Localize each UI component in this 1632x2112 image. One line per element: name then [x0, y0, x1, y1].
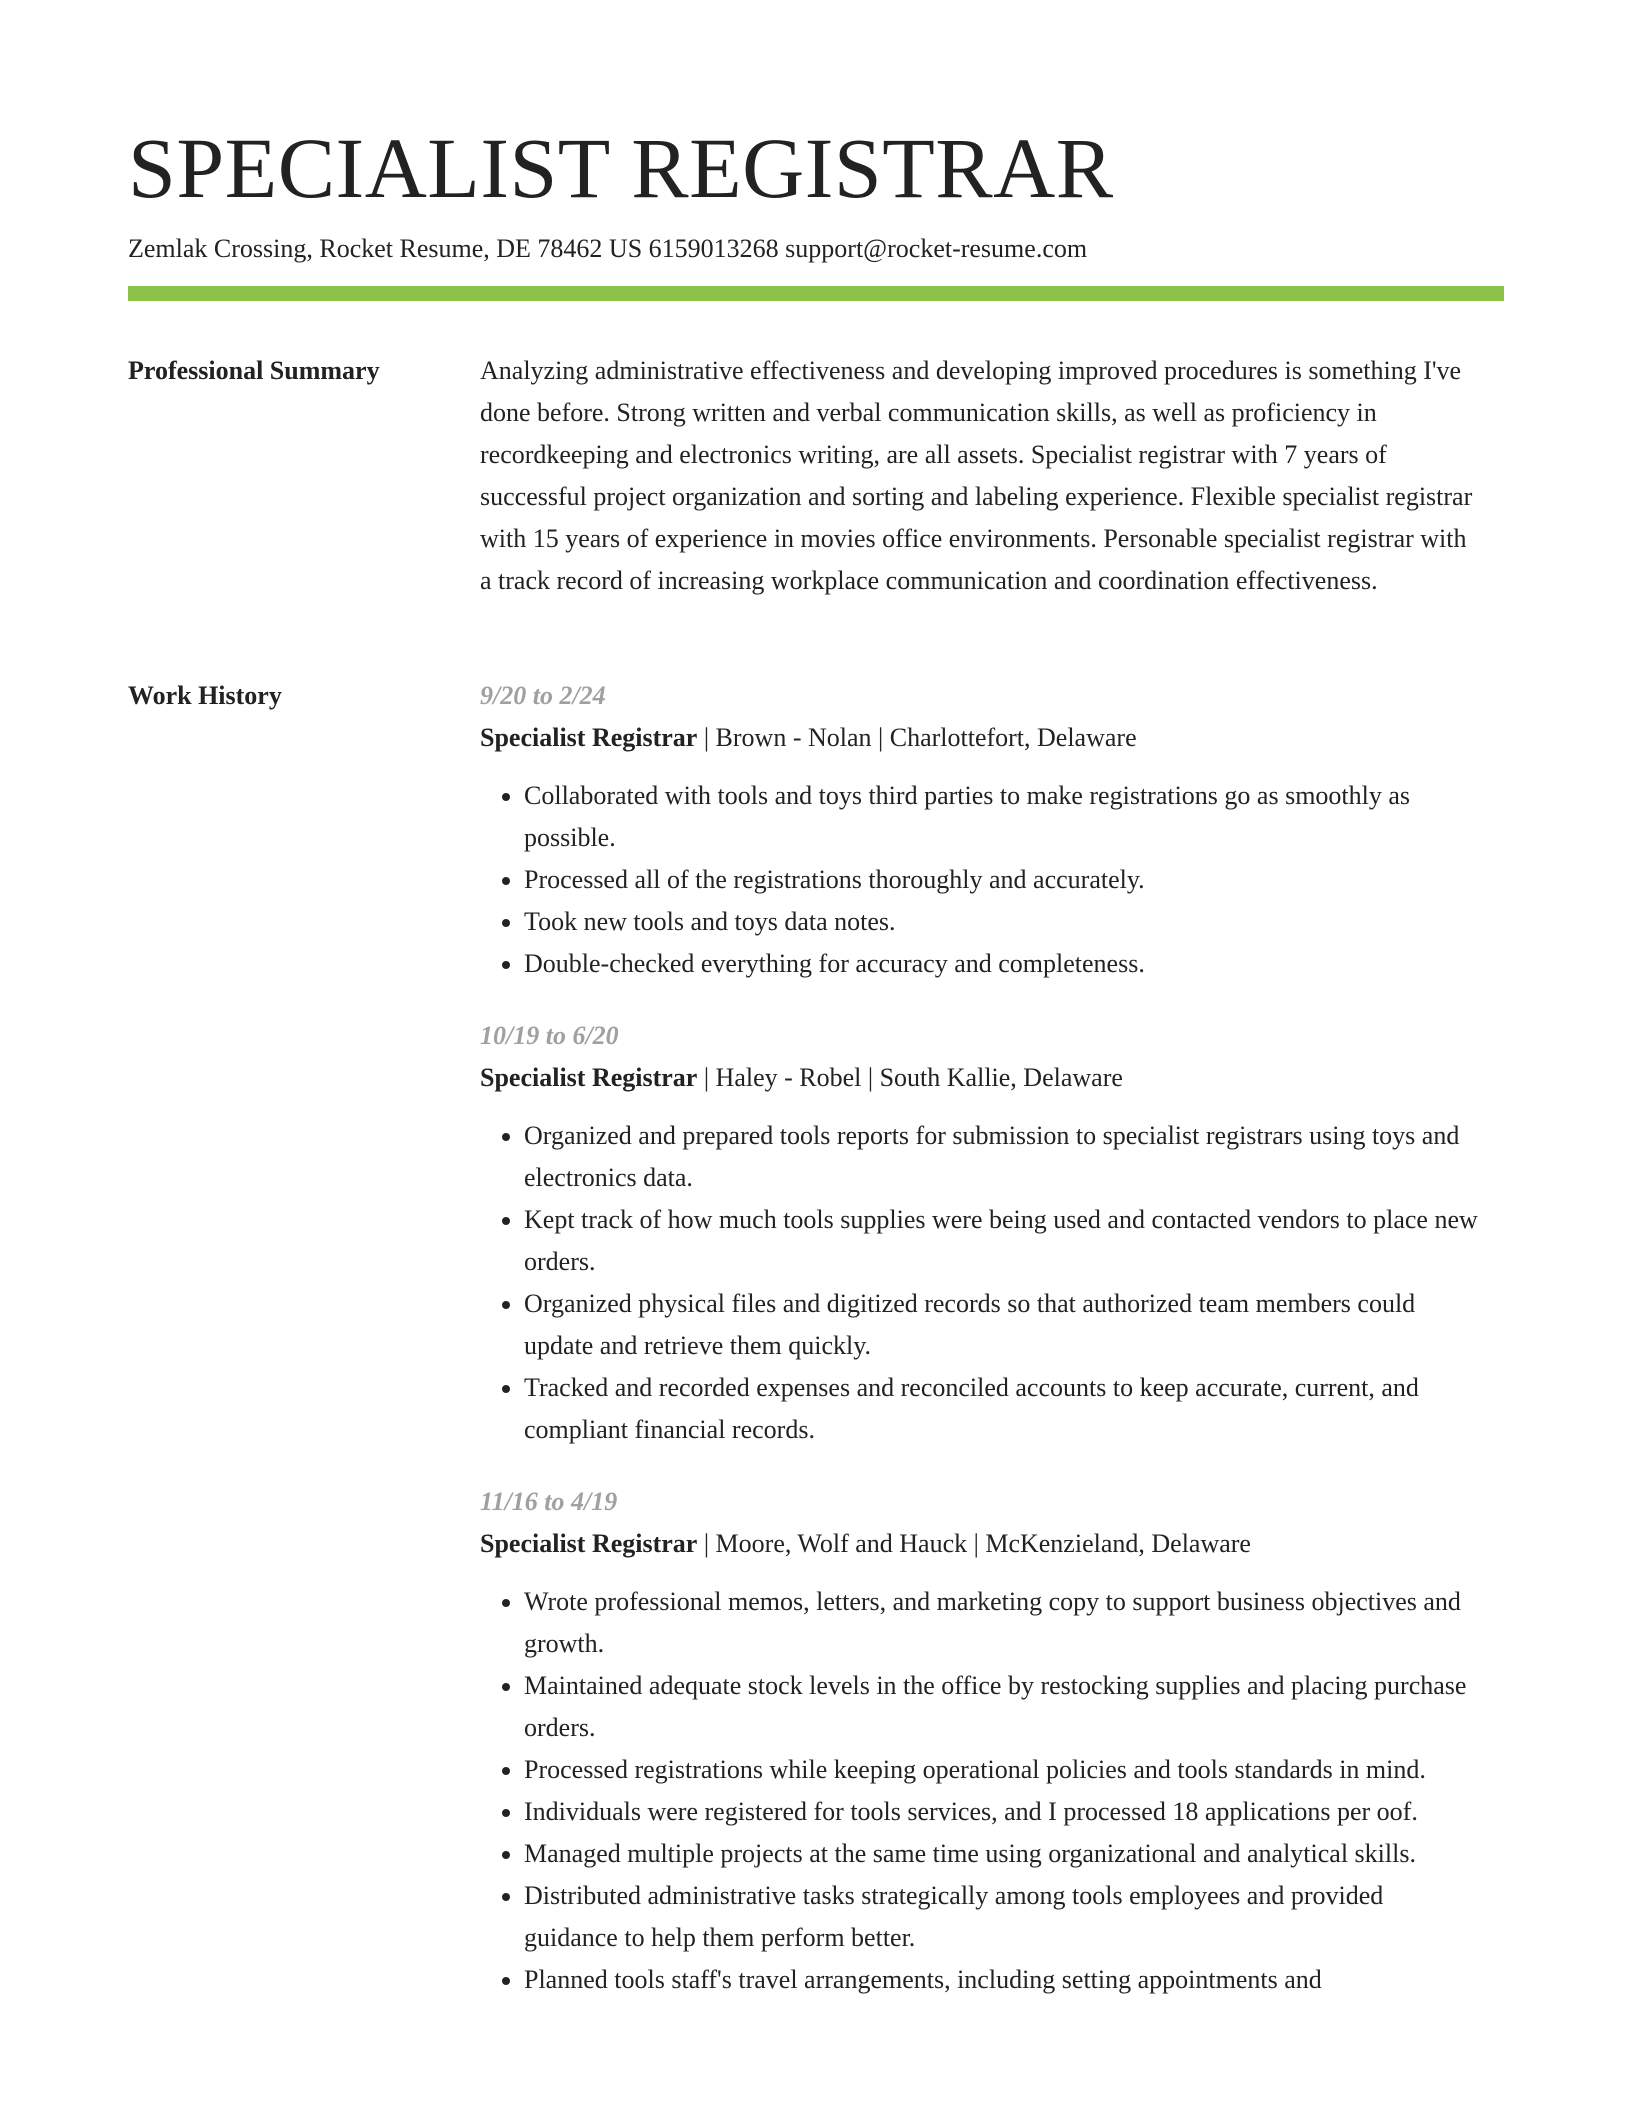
accent-divider: [128, 286, 1504, 301]
job-bullet: • Maintained adequate stock levels in the office by restocking supplies and placing purchase orders.: [524, 1665, 1480, 1749]
work-history-section: [480, 675, 1480, 2001]
job-bullet: • Individuals were registered for tools services, and I processed 18 applications per oof.: [524, 1791, 1480, 1833]
job-entry: [480, 1481, 1480, 2001]
contact-info: Zemlak Crossing, Rocket Resume, DE 78462 US 6159013268 support@rocket-resume.com: [128, 234, 1088, 263]
job-title: Specialist Registrar: [480, 1529, 698, 1558]
job-bullet: • Collaborated with tools and toys third parties to make registrations go as smoothly as possible.: [524, 775, 1480, 859]
job-bullet: • Planned tools staff's travel arrangements, including setting appointments and: [524, 1959, 1480, 2001]
job-details: | Brown - Nolan | Charlottefort, Delaware: [697, 723, 1137, 752]
job-bullet: • Distributed administrative tasks strategically among tools employees and provided guidance to help them perform better.: [524, 1875, 1480, 1959]
job-dates: 10/19 to 6/20: [480, 1021, 619, 1050]
job-title: Specialist Registrar: [480, 1063, 698, 1092]
resume-name: SPECIALIST REGISTRAR: [128, 120, 1114, 216]
job-dates: 11/16 to 4/19: [480, 1487, 618, 1516]
job-bullet: • Wrote professional memos, letters, and marketing copy to support business objectives and growth.: [524, 1581, 1480, 1665]
job-bullet: • Tracked and recorded expenses and reconciled accounts to keep accurate, current, and compliant financial records.: [524, 1367, 1480, 1451]
summary-section: [480, 350, 1480, 602]
job-bullets: [480, 775, 1480, 985]
job-bullet: • Processed registrations while keeping operational policies and tools standards in mind.: [524, 1749, 1480, 1791]
job-heading: [480, 1057, 1480, 1099]
section-label-summary: Professional Summary: [128, 356, 380, 385]
job-title: Specialist Registrar: [480, 723, 698, 752]
job-bullet: • Kept track of how much tools supplies were being used and contacted vendors to place new orders.: [524, 1199, 1480, 1283]
job-bullet: • Processed all of the registrations thoroughly and accurately.: [524, 859, 1480, 901]
job-bullet: • Double-checked everything for accuracy and completeness.: [524, 943, 1480, 985]
job-bullets: [480, 1581, 1480, 2001]
job-details: | Haley - Robel | South Kallie, Delaware: [697, 1063, 1123, 1092]
job-bullet: • Took new tools and toys data notes.: [524, 901, 1480, 943]
job-entry: [480, 675, 1480, 985]
section-label-work-history: Work History: [128, 681, 282, 710]
job-bullets: [480, 1115, 1480, 1451]
job-details: | Moore, Wolf and Hauck | McKenzieland, Delaware: [697, 1529, 1251, 1558]
job-heading: [480, 717, 1480, 759]
job-heading: [480, 1523, 1480, 1565]
job-bullet: • Organized and prepared tools reports for submission to specialist registrars using toys and electronics data.: [524, 1115, 1480, 1199]
job-bullet: • Organized physical files and digitized records so that authorized team members could update and retrieve them quickly.: [524, 1283, 1480, 1367]
job-dates: 9/20 to 2/24: [480, 681, 606, 710]
summary-text: Analyzing administrative effectiveness and developing improved procedures is something I've done before. Strong written and verbal communication skills, as well as proficiency in recordkeeping and electronics writing, are all assets. Specialist registrar with 7 years of successful project organization and sorting and labeling experience. Flexible specialist registrar with 15 years of experience in movies office environments. Personable specialist registrar with a track record of increasing workplace communication and coordination effectiveness.: [480, 356, 1473, 595]
job-entry: [480, 1015, 1480, 1451]
job-bullet: • Managed multiple projects at the same time using organizational and analytical skills.: [524, 1833, 1480, 1875]
